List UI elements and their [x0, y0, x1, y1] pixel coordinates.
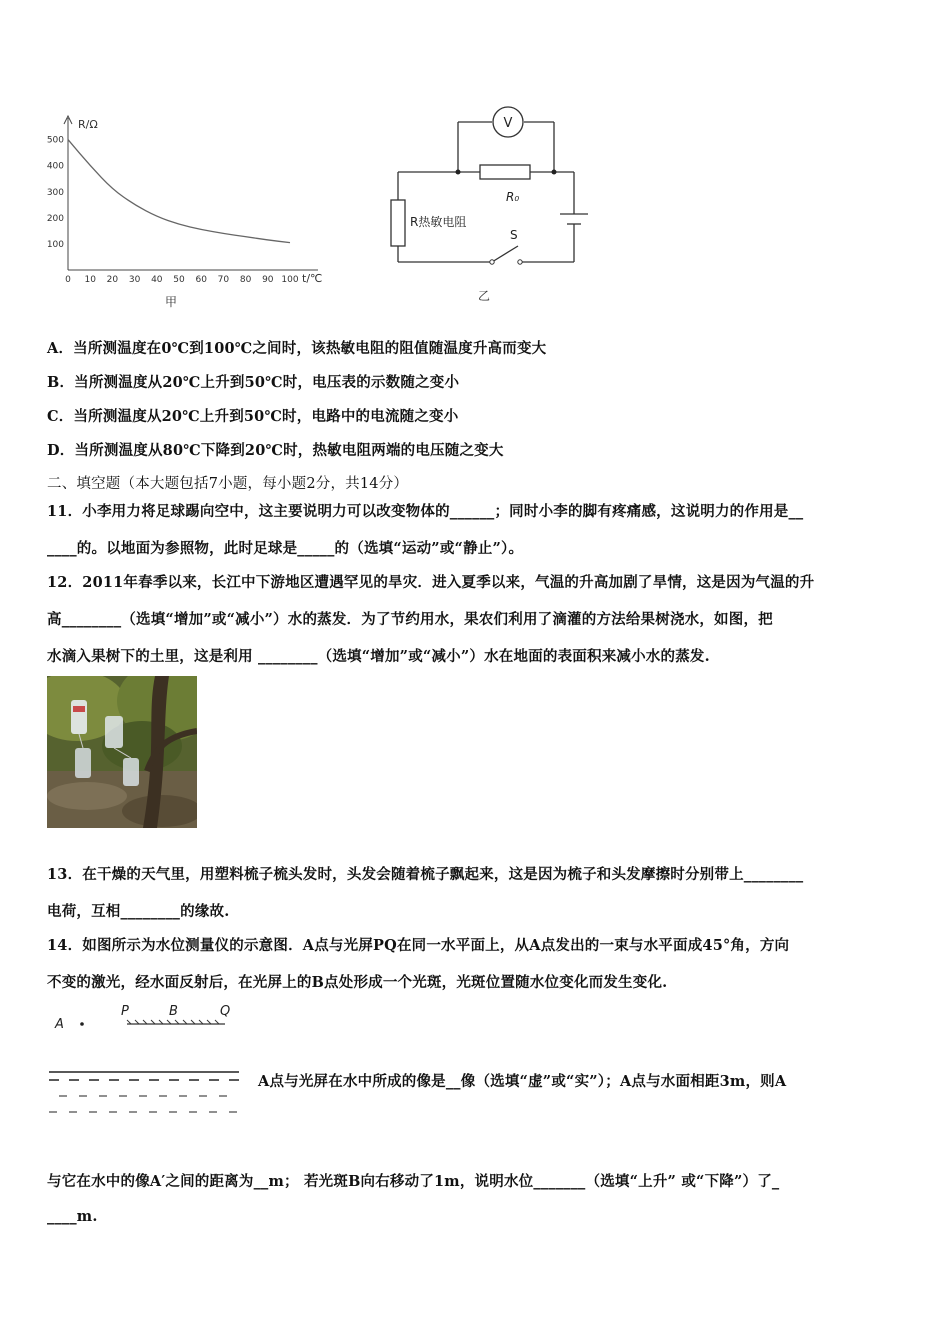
option-b: B．当所测温度从20℃上升到50℃时，电压表的示数随之变小	[47, 374, 460, 391]
x-tick-label: 10	[84, 275, 96, 285]
q11-line1: 11．小李用力将足球踢向空中，这主要说明力可以改变物体的______；同时小李的脚有疼痛感，这说明力的作用是__	[47, 503, 804, 520]
x-tick-label: 80	[239, 275, 252, 285]
x-tick-label: 0	[65, 275, 71, 285]
x-axis-label: t/℃	[302, 272, 323, 285]
y-axis-label: R/Ω	[78, 118, 98, 131]
y-tick-label: 200	[46, 213, 64, 224]
switch-label: S	[510, 228, 518, 242]
r0-label: R₀	[506, 190, 520, 204]
thermistor	[391, 200, 405, 246]
point-a	[80, 1022, 84, 1026]
x-tick-label: 70	[217, 275, 230, 285]
q12-line3: 水滴入果树下的土里，这是利用 ________（选填“增加”或“减小”）水在地面的表面积来减小水的蒸发.	[47, 648, 710, 665]
y-tick-label: 500	[46, 135, 64, 146]
resistor-r0	[480, 165, 530, 179]
water-level-diagram	[45, 1000, 250, 1118]
circuit-caption: 乙	[478, 289, 491, 303]
q13-line1: 13．在干燥的天气里，用塑料梳子梳头发时，头发会随着梳子飘起来，这是因为梳子和头发摩擦时分别带上________	[47, 866, 804, 883]
drip-irrigation-photo	[47, 676, 197, 828]
x-tick-label: 50	[173, 275, 185, 285]
section-heading: 二、填空题（本大题包括7小题，每小题2分，共14分）	[47, 476, 409, 492]
q14-line5: ____m.	[47, 1208, 98, 1225]
q14-line1: 14．如图所示为水位测量仪的示意图．A点与光屏PQ在同一水平面上，从A点发出的一束与水平面成45°角，方向	[47, 937, 790, 954]
point-p-label: P	[121, 1004, 129, 1019]
point-q-label: Q	[220, 1004, 231, 1019]
series-line-r	[68, 140, 290, 243]
y-tick-label: 400	[46, 161, 64, 172]
circuit-diagram	[380, 98, 590, 308]
q12-line1: 12．2011年春季以来，长江中下游地区遭遇罕见的旱灾．进入夏季以来，气温的升高加剧了旱情，这是因为气温的升	[47, 574, 815, 591]
voltmeter	[493, 107, 523, 137]
thermistor-label: R热敏电阻	[410, 215, 467, 229]
q14-line3: A点与光屏在水中所成的像是__像（选填“虚”或“实”）；A点与水面相距3m，则A	[258, 1073, 787, 1090]
q13-line2: 电荷，互相________的缘故.	[47, 903, 230, 920]
light-screen-pq	[127, 1020, 225, 1024]
option-a: A．当所测温度在0℃到100℃之间时，该热敏电阻的阻值随温度升高而变大	[47, 340, 547, 357]
x-tick-label: 40	[151, 275, 163, 285]
point-b-label: B	[169, 1004, 178, 1019]
voltmeter-label: V	[503, 116, 513, 131]
y-tick-label: 300	[46, 187, 64, 198]
x-tick-label: 60	[195, 275, 207, 285]
q11-line2: ____的。以地面为参照物，此时足球是_____的（选填“运动”或“静止”）。	[47, 540, 524, 557]
graph-caption: 甲	[165, 295, 178, 309]
option-d: D．当所测温度从80℃下降到20℃时，热敏电阻两端的电压随之变大	[47, 442, 504, 459]
q12-line2: 高________（选填“增加”或“减小”）水的蒸发．为了节约用水，果农们利用了滴灌的方法给果树浇水，如图，把	[47, 611, 773, 628]
y-tick-label: 100	[46, 239, 64, 250]
x-tick-label: 30	[128, 275, 141, 285]
q14-line2: 不变的激光，经水面反射后，在光屏上的B点处形成一个光斑，光斑位置随水位变化而发生变化.	[47, 974, 668, 991]
x-tick-label: 20	[106, 275, 119, 285]
resistance-temperature-graph	[40, 110, 340, 310]
x-tick-label: 100	[281, 275, 299, 285]
q14-line4: 与它在水中的像A′之间的距离为__m； 若光斑B向右移动了1m，说明水位_______（选填“上升” 或“下降”）了_	[47, 1173, 780, 1190]
x-tick-label: 90	[262, 275, 274, 285]
option-c: C．当所测温度从20℃上升到50℃时，电路中的电流随之变小	[47, 408, 459, 425]
point-a-label: A	[55, 1017, 64, 1032]
